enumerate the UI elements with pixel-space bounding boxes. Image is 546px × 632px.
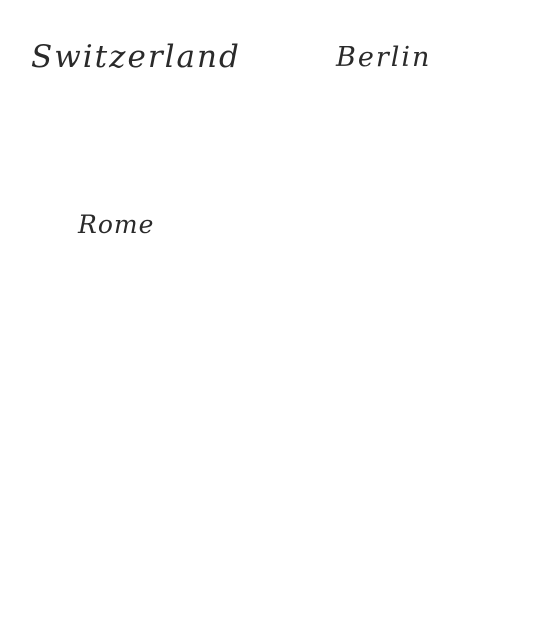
- handwritten-word-switzerland: Switzerland: [31, 39, 241, 75]
- handwritten-word-rome: Rome: [78, 210, 155, 239]
- handwritten-word-berlin: Berlin: [336, 42, 432, 73]
